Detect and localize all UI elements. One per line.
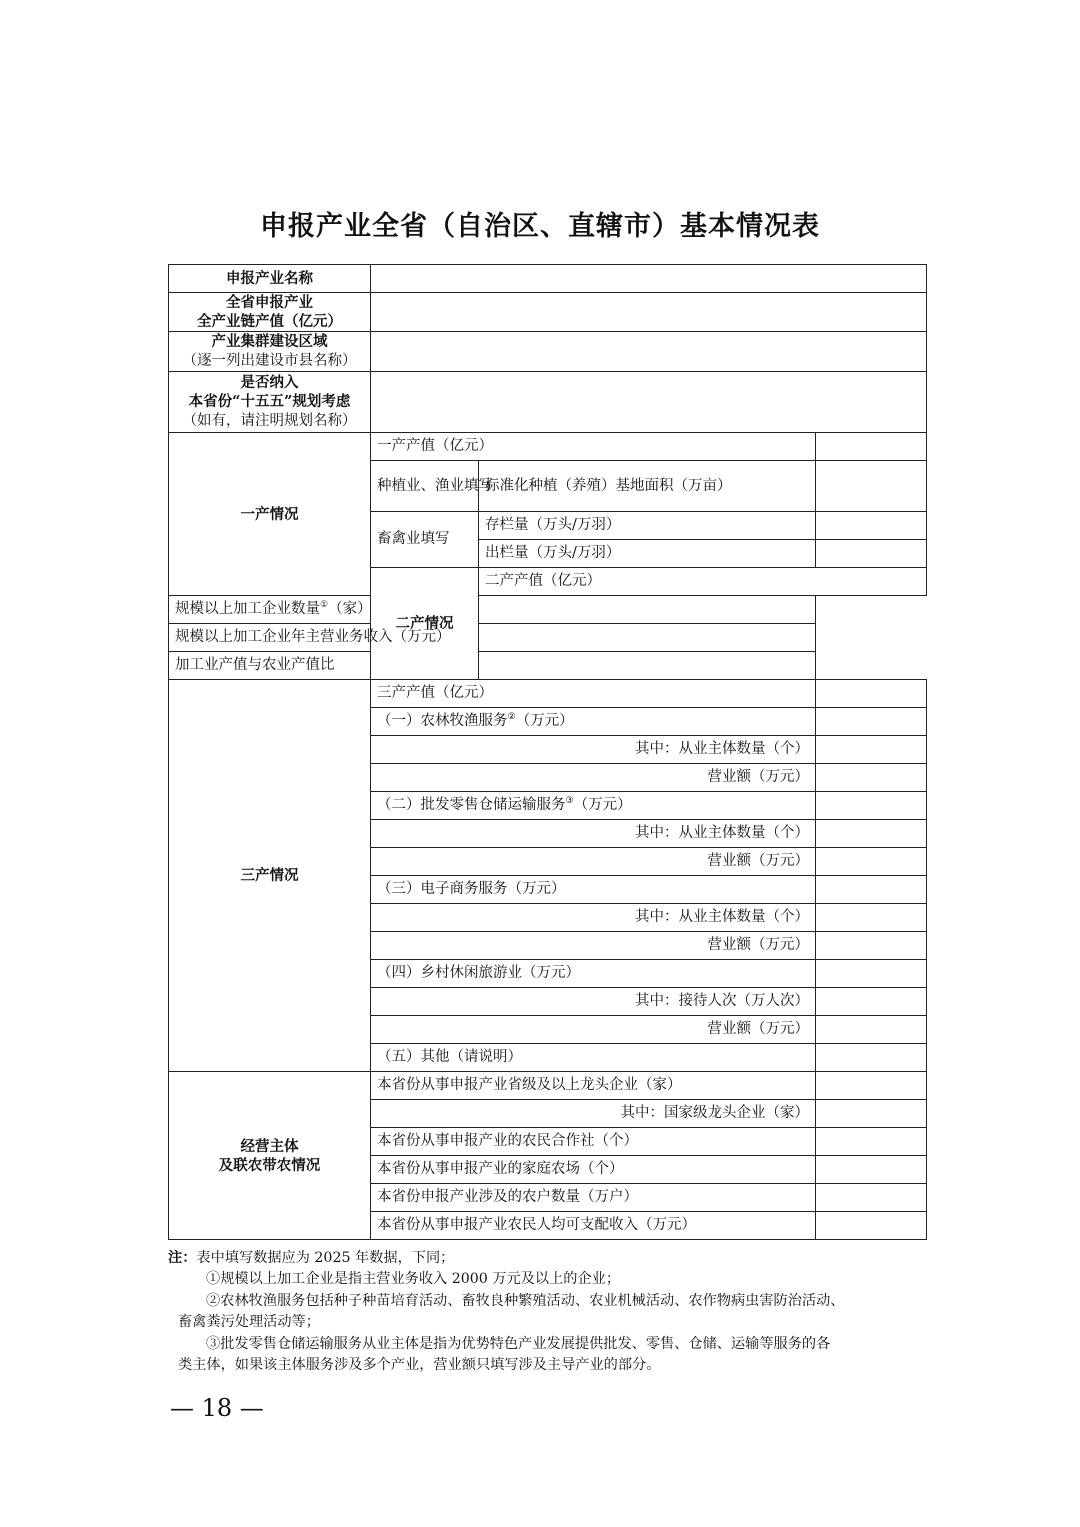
- row-label-line: 是否纳入: [240, 374, 299, 391]
- section-label-primary: 一产情况: [169, 433, 371, 596]
- footnote-mark: ③: [565, 796, 574, 806]
- input-cell[interactable]: [816, 736, 927, 764]
- row-label-industry-name: 申报产业名称: [169, 265, 371, 293]
- item-label: 本省份申报产业涉及的农户数量（万户）: [371, 1184, 816, 1212]
- item-label: 本省份从事申报产业农民人均可支配收入（万元）: [371, 1212, 816, 1240]
- item-label: 二产产值（亿元）: [479, 568, 927, 596]
- table-row: [169, 433, 927, 461]
- footnote-line: 畜禽粪污处理活动等；: [178, 1314, 320, 1331]
- input-cell[interactable]: [816, 1044, 927, 1072]
- input-cell[interactable]: [816, 1016, 927, 1044]
- section-label-tertiary: 三产情况: [169, 680, 371, 1072]
- page-number: — 18 —: [170, 1394, 264, 1422]
- table-row: [169, 265, 927, 293]
- row-label-line: 产业集群建设区域: [211, 333, 328, 350]
- input-cell[interactable]: [479, 652, 816, 680]
- table-row: [169, 596, 927, 624]
- item-unit: （家）: [328, 601, 372, 617]
- item-label: 本省份从事申报产业的家庭农场（个）: [371, 1156, 816, 1184]
- input-cell[interactable]: [816, 1184, 927, 1212]
- item-label: （五）其他（请说明）: [371, 1044, 816, 1072]
- input-cell[interactable]: [816, 904, 927, 932]
- input-cell[interactable]: [816, 876, 927, 904]
- table-row: [169, 332, 927, 372]
- input-cell[interactable]: [816, 708, 927, 736]
- item-unit: （万元）: [515, 713, 574, 729]
- input-cell[interactable]: [816, 1212, 927, 1240]
- table-row: [169, 372, 927, 433]
- input-cell[interactable]: [816, 540, 927, 568]
- item-text: （二）批发零售仓储运输服务: [377, 797, 566, 813]
- input-cell[interactable]: [371, 372, 927, 433]
- input-cell[interactable]: [816, 1100, 927, 1128]
- input-cell[interactable]: [816, 433, 927, 461]
- item-label: 营业额（万元）: [371, 1016, 816, 1044]
- row-label-line: 经营主体: [240, 1137, 299, 1155]
- group-label-livestock: 畜禽业填写: [371, 512, 479, 568]
- footnote-line: ③批发零售仓储运输服务从业主体是指为优势特色产业发展提供批发、零售、仓储、运输等服务的各: [206, 1335, 831, 1352]
- item-label: 其中：接待人次（万人次）: [371, 988, 816, 1016]
- item-label: 营业额（万元）: [371, 764, 816, 792]
- table-row: [169, 624, 927, 652]
- input-cell[interactable]: [816, 848, 927, 876]
- input-cell[interactable]: [371, 332, 927, 372]
- item-label: 三产产值（亿元）: [371, 680, 816, 708]
- table-row: [169, 680, 927, 708]
- table-row: [169, 1072, 927, 1100]
- item-label: 规模以上加工企业年主营业务收入（万元）: [169, 624, 479, 652]
- footnotes: [168, 1248, 926, 1376]
- industry-info-table: [168, 264, 927, 1240]
- item-label: 营业额（万元）: [371, 932, 816, 960]
- input-cell[interactable]: [816, 680, 927, 708]
- item-label: （四）乡村休闲旅游业（万元）: [371, 960, 816, 988]
- input-cell[interactable]: [816, 1072, 927, 1100]
- input-cell[interactable]: [816, 820, 927, 848]
- footnote-line: ①规模以上加工企业是指主营业务收入 2000 万元及以上的企业；: [206, 1271, 621, 1288]
- input-cell[interactable]: [371, 265, 927, 293]
- item-label: [371, 708, 816, 736]
- input-cell[interactable]: [816, 1156, 927, 1184]
- item-label: 加工业产值与农业产值比: [169, 652, 479, 680]
- row-label-line: 本省份“十五五”规划考虑: [188, 393, 351, 410]
- notes-lead: 注：: [168, 1250, 197, 1266]
- footnote-mark: ①: [320, 600, 329, 610]
- row-label-cluster-area: [169, 332, 371, 372]
- row-label-line: 及联农带农情况: [218, 1156, 321, 1174]
- row-label-line: 全产业链产值（亿元）: [197, 313, 342, 330]
- input-cell[interactable]: [816, 1128, 927, 1156]
- item-label: 营业额（万元）: [371, 848, 816, 876]
- section-label-secondary: 二产情况: [371, 568, 479, 680]
- row-label-line: 全省申报产业: [226, 294, 313, 311]
- input-cell[interactable]: [816, 512, 927, 540]
- item-label: 其中：从业主体数量（个）: [371, 736, 816, 764]
- footnote-line: [168, 1248, 926, 1269]
- form-title: 申报产业全省（自治区、直辖市）基本情况表: [260, 211, 820, 242]
- item-label: 其中：从业主体数量（个）: [371, 904, 816, 932]
- footnote-line: 类主体，如果该主体服务涉及多个产业，营业额只填写涉及主导产业的部分。: [178, 1357, 661, 1374]
- input-cell[interactable]: [816, 960, 927, 988]
- item-label: 本省份从事申报产业省级及以上龙头企业（家）: [371, 1072, 816, 1100]
- item-label: 其中：从业主体数量（个）: [371, 820, 816, 848]
- item-label: 其中：国家级龙头企业（家）: [371, 1100, 816, 1128]
- input-cell[interactable]: [479, 596, 816, 624]
- input-cell[interactable]: [816, 461, 927, 512]
- input-cell[interactable]: [816, 932, 927, 960]
- item-label: 存栏量（万头/万羽）: [479, 512, 816, 540]
- table-row: [169, 293, 927, 332]
- item-label: （三）电子商务服务（万元）: [371, 876, 816, 904]
- item-label: 本省份从事申报产业的农民合作社（个）: [371, 1128, 816, 1156]
- item-label: 出栏量（万头/万羽）: [479, 540, 816, 568]
- section-label-operators: [169, 1072, 371, 1240]
- item-text: （一）农林牧渔服务: [377, 713, 508, 729]
- item-label: 一产产值（亿元）: [371, 433, 816, 461]
- input-cell[interactable]: [816, 764, 927, 792]
- footnote-text: 表中填写数据应为 2025 年数据，下同；: [196, 1250, 455, 1266]
- item-label: 标准化种植（养殖）基地面积（万亩）: [479, 461, 816, 512]
- table-row: [169, 652, 927, 680]
- footnote-mark: ②: [507, 712, 516, 722]
- row-label-hint: （逐一列出建设市县名称）: [182, 353, 357, 369]
- item-text: 规模以上加工企业数量: [175, 601, 320, 617]
- row-label-chain-output: [169, 293, 371, 332]
- item-label: [371, 792, 816, 820]
- row-label-hint: （如有，请注明规划名称）: [182, 413, 357, 429]
- group-label-crop: 种植业、渔业填写: [371, 461, 479, 512]
- input-cell[interactable]: [816, 988, 927, 1016]
- row-label-plan: [169, 372, 371, 433]
- input-cell[interactable]: [479, 624, 816, 652]
- footnote-line: ②农林牧渔服务包括种子种苗培育活动、畜牧良种繁殖活动、农业机械活动、农作物病虫害防治活动、: [206, 1292, 845, 1309]
- item-unit: （万元）: [573, 797, 632, 813]
- input-cell[interactable]: [371, 293, 927, 332]
- input-cell[interactable]: [816, 792, 927, 820]
